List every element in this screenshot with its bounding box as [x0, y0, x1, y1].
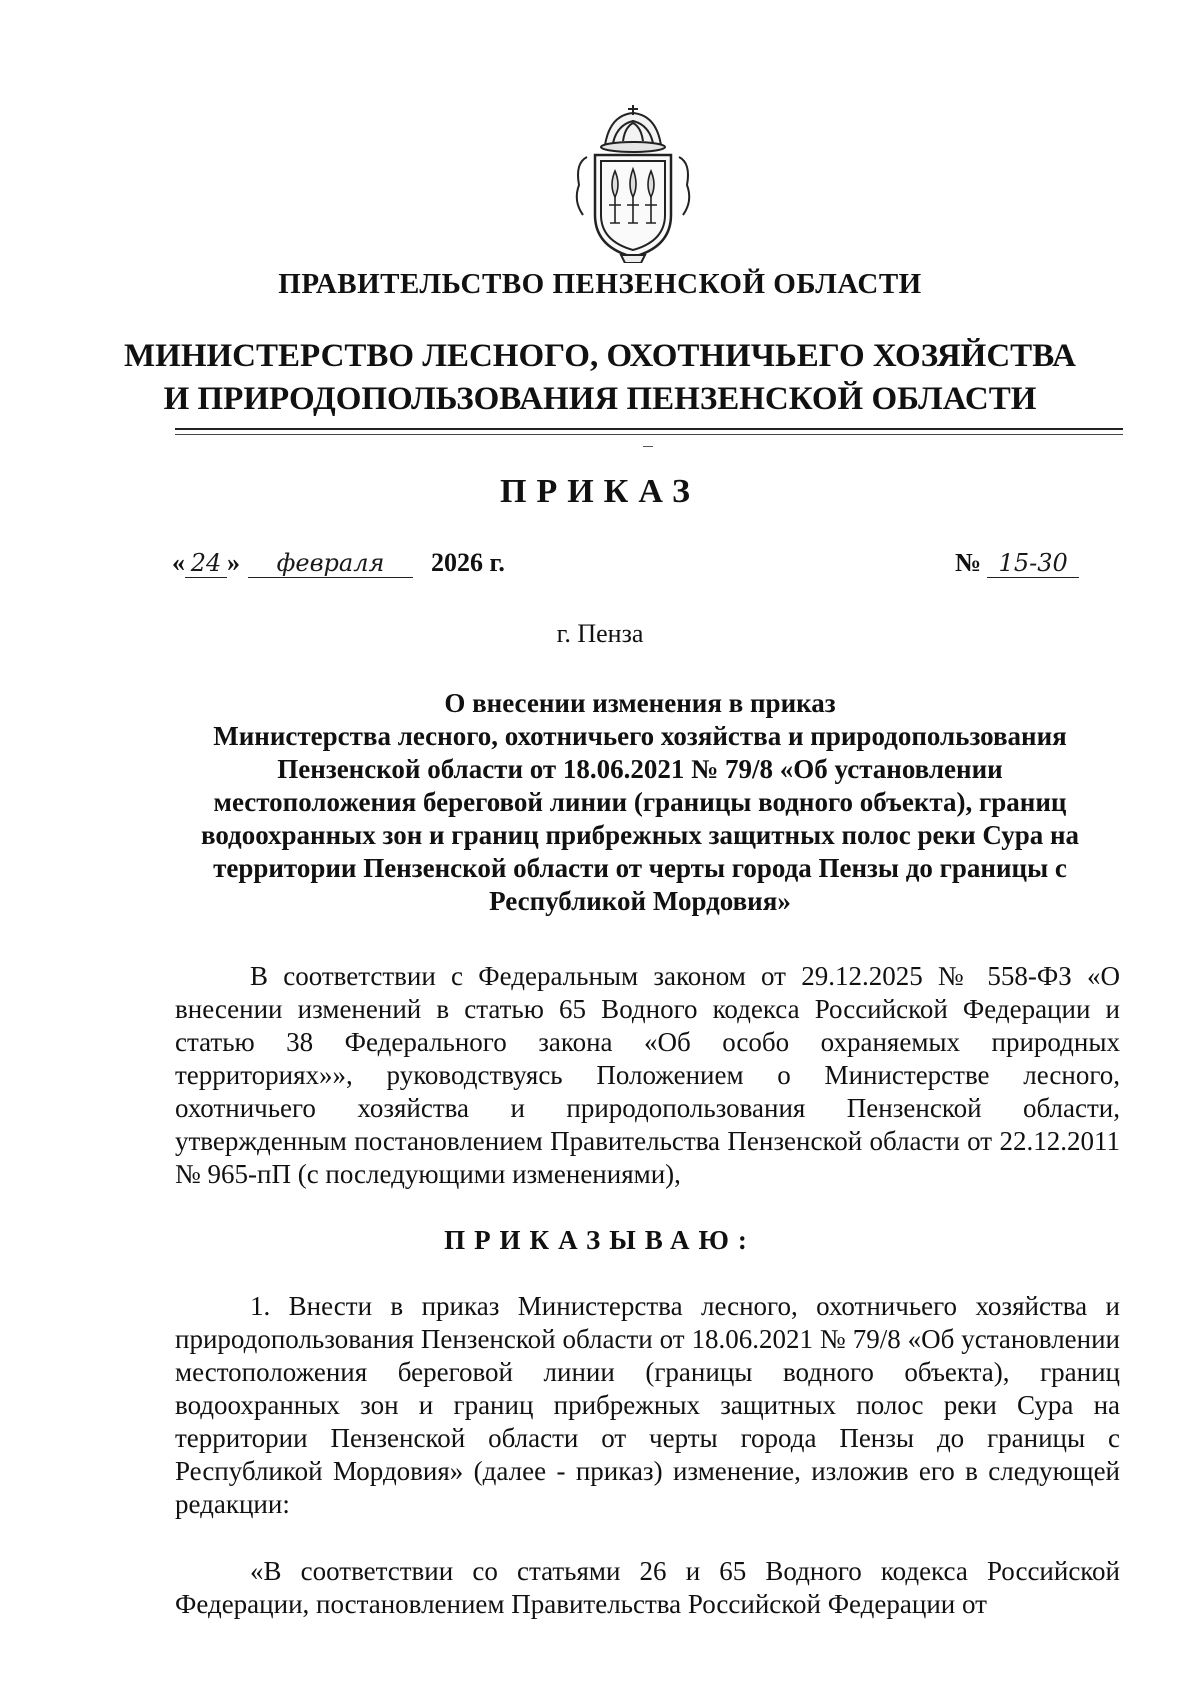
header-divider-thick	[175, 428, 1123, 430]
heading-line: Республикой Мордовия»	[489, 886, 791, 916]
heading-line: территории Пензенской области от черты города Пензы до границы с	[213, 853, 1067, 883]
date-year: 2026 г.	[431, 548, 505, 577]
ministry-title-line-2: И ПРИРОДОПОЛЬЗОВАНИЯ ПЕНЗЕНСКОЙ ОБЛАСТИ	[163, 381, 1037, 417]
order-title: ПРИКАЗ	[500, 473, 700, 510]
order-city: г. Пенза	[556, 619, 644, 648]
divider-tick-mark	[643, 446, 653, 447]
order-date	[172, 548, 505, 578]
preamble-paragraph: В соответствии с Федеральным законом от 29.12.2025 № 558-ФЗ «О внесении изменений в статью 65 Водного кодекса Российской Федерации и статью 38 Федерального закона «Об особо охраняемых природных территориях»», руководствуясь Положением о Министерстве лесного, охотничьего хозяйства и природопользования Пензенской области, утвержденным постановлением Правительства Пензенской области от 22.12.2011 № 965-пП (с последующими изменениями),	[175, 961, 1120, 1189]
decree-word: ПРИКАЗЫВАЮ:	[444, 1225, 756, 1255]
ministry-title	[0, 335, 1200, 421]
number-value-handwritten: 15-30	[987, 549, 1079, 578]
date-day-handwritten: 24	[185, 549, 227, 578]
item-1-paragraph: 1. Внести в приказ Министерства лесного, охотничьего хозяйства и природопользования Пензенской области от 18.06.2021 № 79/8 «Об установлении местоположения береговой линии (границы водного объекта), границ водоохранных зон и границ прибрежных защитных полос реки Сура на территории Пензенской области от черты города Пензы до границы с Республикой Мордовия» (далее - приказ) изменение, изложив его в следующей редакции:	[175, 1291, 1120, 1519]
heading-line: водоохранных зон и границ прибрежных защитных полос реки Сура на	[200, 820, 1080, 850]
number-label: №	[955, 548, 982, 577]
order-heading	[170, 687, 1110, 918]
date-close-quote: »	[227, 548, 240, 577]
item-1-quote-paragraph: «В соответствии со статьями 26 и 65 Водного кодекса Российской Федерации, постановлением Правительства Российской Федерации от	[175, 1556, 1120, 1619]
heading-line: местоположения береговой линии (границы водного объекта), границ	[213, 787, 1067, 817]
header-divider-thin	[175, 434, 1123, 435]
penza-coat-of-arms-icon	[565, 105, 701, 263]
date-month-handwritten: февраля	[248, 549, 413, 578]
date-open-quote: «	[172, 548, 185, 577]
heading-line: Министерства лесного, охотничьего хозяйства и природопользования	[213, 721, 1067, 751]
order-number	[955, 548, 1079, 578]
ministry-title-line-1: МИНИСТЕРСТВО ЛЕСНОГО, ОХОТНИЧЬЕГО ХОЗЯЙСТВА	[124, 338, 1076, 374]
heading-line: О внесении изменения в приказ	[444, 688, 836, 718]
heading-line: Пензенской области от 18.06.2021 № 79/8 «Об установлении	[277, 754, 1003, 784]
government-title: ПРАВИТЕЛЬСТВО ПЕНЗЕНСКОЙ ОБЛАСТИ	[278, 268, 922, 300]
